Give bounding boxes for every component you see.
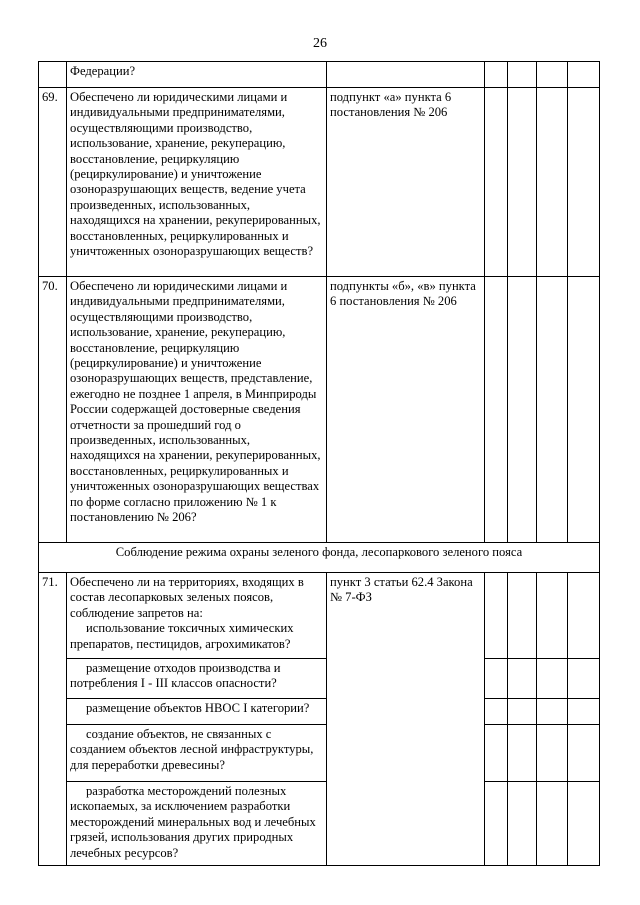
requirement-text: [67, 699, 327, 725]
mark-cell-na: [537, 699, 568, 725]
mark-cell-note: [568, 659, 600, 699]
mark-cell-na: [537, 659, 568, 699]
mark-cell-yes: [485, 573, 508, 659]
table-row: [39, 699, 600, 725]
mark-cell-yes: [485, 699, 508, 725]
mark-cell-na: [537, 573, 568, 659]
legal-basis: пункт 3 статьи 62.4 Закона № 7-ФЗ: [327, 573, 485, 866]
table-row: [39, 782, 600, 866]
row-number: 69.: [39, 88, 67, 277]
mark-cell-yes: [485, 62, 508, 88]
row-number: 71.: [39, 573, 67, 866]
legal-basis: подпункты «б», «в» пункта 6 постановления № 206: [327, 277, 485, 543]
mark-cell-yes: [485, 725, 508, 782]
mark-cell-note: [568, 573, 600, 659]
mark-cell-note: [568, 62, 600, 88]
requirement-text: Обеспечено ли юридическими лицами и индивидуальными предпринимателями, осуществляющими производство, использование, хранение, рекуперацию, восстановление, рециркуляцию (рециркулирование) и уничтожение озоноразрушающих веществ, ведение учета произведенных, использованных, находящихся на хранении, рекуперированных, восстановленных, рециркулированных и уничтоженных озоноразрушающих веществ?: [67, 88, 327, 277]
mark-cell-yes: [485, 659, 508, 699]
mark-cell-note: [568, 782, 600, 866]
requirement-text: [67, 659, 327, 699]
requirement-text: Федерации?: [67, 62, 327, 88]
mark-cell-na: [537, 725, 568, 782]
requirement-text: [67, 573, 327, 659]
mark-cell-na: [537, 277, 568, 543]
mark-cell-note: [568, 277, 600, 543]
mark-cell-note: [568, 88, 600, 277]
mark-cell-note: [568, 725, 600, 782]
requirement-text: [67, 782, 327, 866]
mark-cell-no: [508, 88, 537, 277]
mark-cell-yes: [485, 277, 508, 543]
mark-cell-yes: [485, 88, 508, 277]
section-heading: Соблюдение режима охраны зеленого фонда, лесопаркового зеленого пояса: [39, 543, 600, 573]
row-number: 70.: [39, 277, 67, 543]
requirement-text: Обеспечено ли юридическими лицами и индивидуальными предпринимателями, осуществляющими производство, использование, хранение, рекуперацию, восстановление, рециркуляцию (рециркулирование) и уничтожение озоноразрушающих веществ, представление, ежегодно не позднее 1 апреля, в Минприроды России содержащей достоверные сведения отчетности за прошедший год о произведенных, использованных, находящихся на хранении, рекуперированных, восстановленных, рециркулированных и уничтоженных озоноразрушающих веществах по форме согласно приложению № 1 к постановлению № 206?: [67, 277, 327, 543]
mark-cell-na: [537, 88, 568, 277]
legal-basis: [327, 62, 485, 88]
mark-cell-no: [508, 62, 537, 88]
requirement-item: создание объектов, не связанных с созданием объектов лесной инфраструктуры, для переработки древесины?: [70, 727, 314, 772]
requirement-intro: Обеспечено ли на территориях, входящих в состав лесопарковых зеленых поясов, соблюдение запретов на:: [70, 575, 304, 620]
section-row: [39, 543, 600, 573]
table-row: [39, 277, 600, 543]
mark-cell-yes: [485, 782, 508, 866]
requirement-item: размещение отходов производства и потребления I - III классов опасности?: [70, 661, 281, 691]
mark-cell-no: [508, 573, 537, 659]
table-row: [39, 659, 600, 699]
requirement-item: разработка месторождений полезных ископаемых, за исключением разработки месторождений минеральных вод и лечебных грязей, использования других природных лечебных ресурсов?: [70, 784, 316, 860]
mark-cell-no: [508, 277, 537, 543]
mark-cell-na: [537, 782, 568, 866]
checklist-table: [38, 61, 600, 866]
table-row: [39, 88, 600, 277]
legal-basis: подпункт «а» пункта 6 постановления № 206: [327, 88, 485, 277]
table-row: [39, 62, 600, 88]
page-number: 26: [313, 36, 327, 51]
row-number: [39, 62, 67, 88]
table-row: [39, 725, 600, 782]
mark-cell-note: [568, 699, 600, 725]
requirement-item: использование токсичных химических препаратов, пестицидов, агрохимикатов?: [70, 621, 294, 651]
mark-cell-no: [508, 725, 537, 782]
mark-cell-na: [537, 62, 568, 88]
mark-cell-no: [508, 659, 537, 699]
requirement-text: [67, 725, 327, 782]
mark-cell-no: [508, 699, 537, 725]
requirement-item: размещение объектов НВОС I категории?: [86, 701, 310, 715]
table-row: [39, 573, 600, 659]
mark-cell-no: [508, 782, 537, 866]
